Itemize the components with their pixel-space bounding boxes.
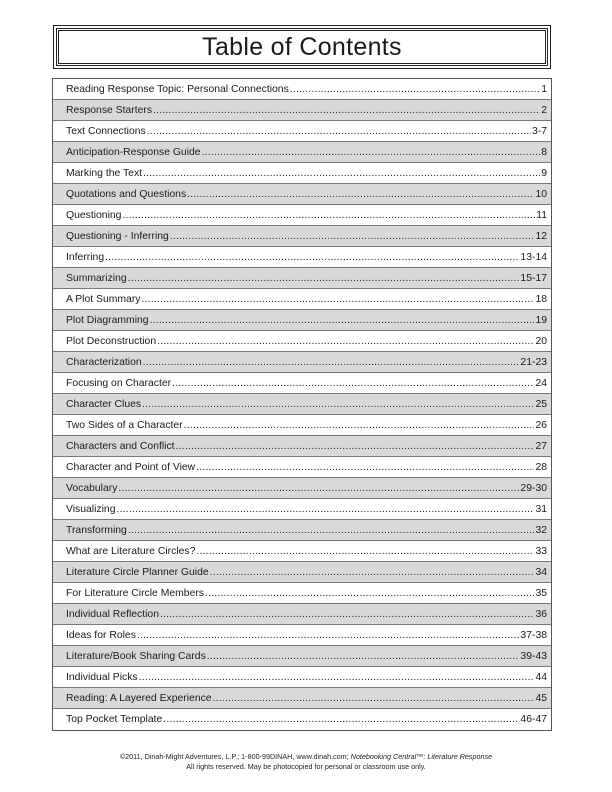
toc-leader-dots <box>196 462 534 473</box>
toc-row <box>53 520 551 541</box>
toc-row <box>53 352 551 373</box>
toc-leader-dots <box>187 189 534 200</box>
toc-page-number: 28 <box>535 461 547 473</box>
toc-page-number: 39-43 <box>520 650 547 662</box>
toc-row <box>53 205 551 226</box>
toc-page-number: 45 <box>535 692 547 704</box>
toc-leader-dots <box>142 399 534 410</box>
toc-row <box>53 121 551 142</box>
toc-topic: Focusing on Character <box>66 377 172 389</box>
toc-leader-dots <box>160 609 534 620</box>
toc-leader-dots <box>122 210 535 221</box>
toc-leader-dots <box>118 483 519 494</box>
toc-topic: Characters and Conflict <box>66 440 175 452</box>
toc-topic: Top Pocket Template <box>66 714 163 725</box>
toc-row <box>53 583 551 604</box>
toc-topic: Literature Circle Planner Guide <box>66 566 209 578</box>
toc-topic: Character and Point of View <box>66 461 196 473</box>
toc-leader-dots <box>105 252 519 263</box>
toc-topic: Inferring <box>66 251 105 263</box>
toc-topic: Transforming <box>66 524 127 536</box>
toc-page-number: 24 <box>535 377 547 389</box>
toc-leader-dots <box>207 651 520 662</box>
toc-topic: Individual Reflection <box>66 608 159 620</box>
toc-leader-dots <box>153 105 540 116</box>
toc-leader-dots <box>172 378 534 389</box>
toc-page-number: 12 <box>535 230 547 242</box>
toc-page-number: 29-30 <box>520 482 547 494</box>
toc-page-number: 18 <box>535 293 547 305</box>
toc-page-number: 32 <box>535 524 547 536</box>
toc-row <box>53 142 551 163</box>
toc-page-number: 21-23 <box>520 356 547 368</box>
toc-row <box>53 184 551 205</box>
toc-row <box>53 604 551 625</box>
toc-topic: Individual Picks <box>66 671 138 683</box>
toc-topic: What are Literature Circles? <box>66 545 196 557</box>
toc-topic: Response Starters <box>66 104 153 116</box>
toc-leader-dots <box>137 630 520 641</box>
toc-page-number: 13-14 <box>520 251 547 263</box>
table-of-contents <box>52 78 552 731</box>
toc-page-number: 1 <box>541 83 547 95</box>
toc-row <box>53 478 551 499</box>
toc-page-number: 35 <box>535 587 547 599</box>
toc-topic: Summarizing <box>66 272 127 284</box>
toc-page-number: 20 <box>535 335 547 347</box>
footer-rights-line: All rights reserved. May be photocopied for personal or classroom use only. <box>186 762 426 771</box>
toc-row <box>53 100 551 121</box>
toc-page-number: 10 <box>535 188 547 200</box>
toc-topic: A Plot Summary <box>66 293 141 305</box>
toc-page-number: 37-38 <box>520 629 547 641</box>
toc-leader-dots <box>202 147 541 158</box>
toc-row <box>53 625 551 646</box>
toc-topic: Reading Response Topic: Personal Connections <box>66 83 289 95</box>
toc-row <box>53 541 551 562</box>
toc-page-number: 19 <box>535 314 547 326</box>
toc-leader-dots <box>170 231 535 242</box>
toc-topic: Reading: A Layered Experience <box>66 692 212 704</box>
toc-row <box>53 163 551 184</box>
toc-row <box>53 415 551 436</box>
toc-page-number: 27 <box>535 440 547 452</box>
toc-row <box>53 226 551 247</box>
toc-page-number: 31 <box>535 503 547 515</box>
toc-topic: Literature/Book Sharing Cards <box>66 650 206 662</box>
toc-row <box>53 331 551 352</box>
toc-row <box>53 394 551 415</box>
toc-page-number: 2 <box>541 104 547 116</box>
toc-topic: Vocabulary <box>66 482 118 494</box>
toc-leader-dots <box>176 441 535 452</box>
toc-row <box>53 247 551 268</box>
toc-topic: Ideas for Roles <box>66 629 136 641</box>
toc-topic: Anticipation-Response Guide <box>66 146 201 158</box>
toc-leader-dots <box>150 315 535 326</box>
footer-product-name: Notebooking Central™: Literature Response <box>350 752 493 761</box>
toc-topic: Plot Deconstruction <box>66 335 157 347</box>
toc-topic: Quotations and Questions <box>66 188 187 200</box>
toc-topic: Character Clues <box>66 398 142 410</box>
toc-page-number: 11 <box>536 209 547 221</box>
toc-topic: For Literature Circle Members <box>66 587 205 599</box>
footer <box>0 752 612 772</box>
toc-row <box>53 646 551 667</box>
toc-page-number: 25 <box>535 398 547 410</box>
toc-page-number: 33 <box>535 545 547 557</box>
toc-row <box>53 310 551 331</box>
toc-leader-dots <box>139 672 535 683</box>
toc-topic: Questioning <box>66 209 122 221</box>
toc-leader-dots <box>128 273 520 284</box>
toc-row <box>53 79 551 100</box>
toc-topic: Questioning - Inferring <box>66 230 169 242</box>
toc-row <box>53 268 551 289</box>
toc-leader-dots <box>196 546 534 557</box>
toc-row <box>53 457 551 478</box>
toc-leader-dots <box>157 336 534 347</box>
toc-topic: Plot Diagramming <box>66 314 149 326</box>
toc-row <box>53 562 551 583</box>
toc-leader-dots <box>163 714 519 725</box>
toc-topic: Marking the Text <box>66 167 143 179</box>
toc-leader-dots <box>143 357 520 368</box>
toc-row <box>53 436 551 457</box>
toc-leader-dots <box>213 693 535 704</box>
toc-row <box>53 667 551 688</box>
toc-topic: Text Connections <box>66 125 146 137</box>
toc-page-number: 36 <box>535 608 547 620</box>
toc-leader-dots <box>143 168 540 179</box>
title-box <box>56 28 548 66</box>
toc-leader-dots <box>184 420 535 431</box>
toc-leader-dots <box>290 84 540 95</box>
toc-topic: Characterization <box>66 356 142 368</box>
footer-copyright-text: ©2011, Dinah-Might Adventures, L.P.; 1-800-99DINAH, www.dinah.com; <box>119 752 351 761</box>
footer-copyright-line <box>0 752 612 762</box>
page-title: Table of Contents <box>202 32 402 61</box>
toc-leader-dots <box>205 588 534 599</box>
toc-topic: Visualizing <box>66 503 116 515</box>
toc-page-number: 34 <box>535 566 547 578</box>
toc-page-number: 15-17 <box>520 272 547 284</box>
toc-row <box>53 709 551 730</box>
toc-row <box>53 289 551 310</box>
toc-leader-dots <box>142 294 535 305</box>
toc-leader-dots <box>116 504 534 515</box>
toc-leader-dots <box>128 525 535 536</box>
toc-row <box>53 373 551 394</box>
toc-leader-dots <box>210 567 535 578</box>
toc-page-number: 3-7 <box>531 125 547 137</box>
toc-row <box>53 499 551 520</box>
toc-page-number: 46-47 <box>520 714 547 725</box>
toc-page-number: 9 <box>541 167 547 179</box>
toc-leader-dots <box>147 126 531 137</box>
toc-page-number: 44 <box>535 671 547 683</box>
toc-page-number: 26 <box>535 419 547 431</box>
toc-topic: Two Sides of a Character <box>66 419 183 431</box>
toc-row <box>53 688 551 709</box>
toc-page-number: 8 <box>541 146 547 158</box>
